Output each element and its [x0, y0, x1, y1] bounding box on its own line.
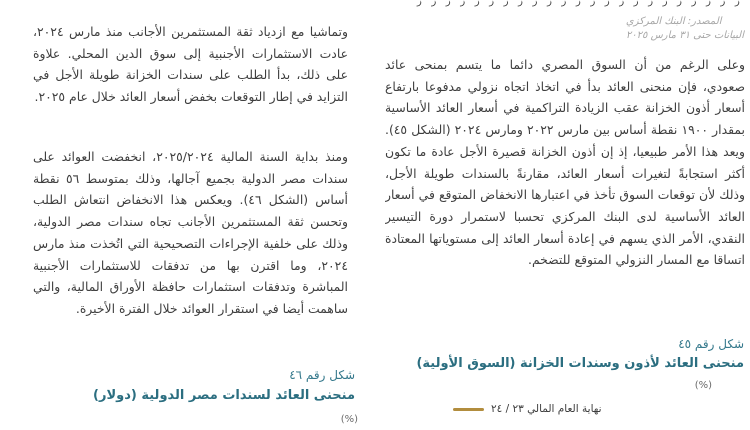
figure45-label: شكل رقم ٤٥ — [678, 337, 744, 351]
figure45-legend — [453, 403, 602, 415]
figure45-title: منحنى العائد لأذون وسندات الخزانة (السوق الأولية) — [416, 356, 744, 371]
figure45-legend-label: نهاية العام المالي ٢٣ / ٢٤ — [491, 403, 602, 415]
source-line: المصدر: البنك المركزي — [625, 16, 722, 27]
international-bond-yields-paragraph: ومنذ بداية السنة المالية ٢٠٢٥/٢٠٢٤، انخفضت العوائد على سندات مصر الدولية بجميع آجالها، وذلك بمتوسط ٥٦ نقطة أساس (الشكل ٤٦). ويعكس هذا الانخفاض انتعاش الطلب وتحسن ثقة المستثمرين الأجانب تجاه سندات مصر الدولية، وذلك على خلفية الإجراءات التصحيحية التي اتُخذت منذ مارس ٢٠٢٤، وما اقترن بها من تدفقات للاستثمارات الأجنبية المباشرة وتدفقات استثمارات حافظة الأوراق المالية، والتي ساهمت أيضا في استقرار العوائد خلال الفترة الأخيرة. — [33, 149, 348, 316]
figure46-unit-label: (%) — [340, 414, 358, 425]
figure46-title: منحنى العائد لسندات مصر الدولية (دولار) — [93, 388, 355, 403]
figure44-source-note — [626, 15, 744, 42]
figure45-legend-line-swatch — [453, 408, 484, 411]
figure44-xaxis-tick-fragments: ز ز ز ز ز ز ز ز ز ز ز ز ز ز ز ز ز ز ز ز ز ز ز — [417, 0, 740, 7]
foreign-investor-confidence-paragraph: وتماشيا مع ازدياد ثقة المستثمرين الأجانب منذ مارس ٢٠٢٤، عادت الاستثمارات الأجنبية إلى سوق الدين المحلي. علاوة على ذلك، بدأ الطلب على سندات الخزانة طويلة الأجل في التزايد في إطار التوقعات بخفض أسعار العائد خلال عام ٢٠٢٥. — [33, 24, 348, 105]
data-cutoff-line: البيانات حتى ٣١ مارس ٢٠٢٥ — [625, 29, 744, 41]
figure46-label: شكل رقم ٤٦ — [289, 368, 355, 382]
figure45-unit-label: (%) — [694, 380, 712, 391]
treasury-yield-curve-paragraph: وعلى الرغم من أن السوق المصري دائما ما يتسم بمنحى عائد صعودي، فإن منحنى العائد بدأ في اتخاذ اتجاه نزولي مدفوعا بارتفاع أسعار أذون الخزانة عقب الزيادة التراكمية في أسعار العائد الأساسية بمقدار ١٩٠٠ نقطة أساس بين مارس ٢٠٢٢ ومارس ٢٠٢٤ (الشكل ٤٥). ويعد هذا الأمر طبيعيا، إذ إن أذون الخزانة قصيرة الأجل عادة ما تكون أكثر استجابةً لتغيرات أسعار العائد، مقارنةً بالسندات طويلة الأجل، وذلك لأن توقعات السوق تأخذ في اعتبارها الانخفاض المتوقع في أسعار العائد الأساسية لدى البنك المركزي تحسبا لاستمرار دورة التيسير النقدي، الأمر الذي يسهم في إعادة أسعار العائد إلى مستوياتها المعتادة اتساقا مع المسار النزولي المتوقع للتضخم. — [385, 57, 745, 268]
